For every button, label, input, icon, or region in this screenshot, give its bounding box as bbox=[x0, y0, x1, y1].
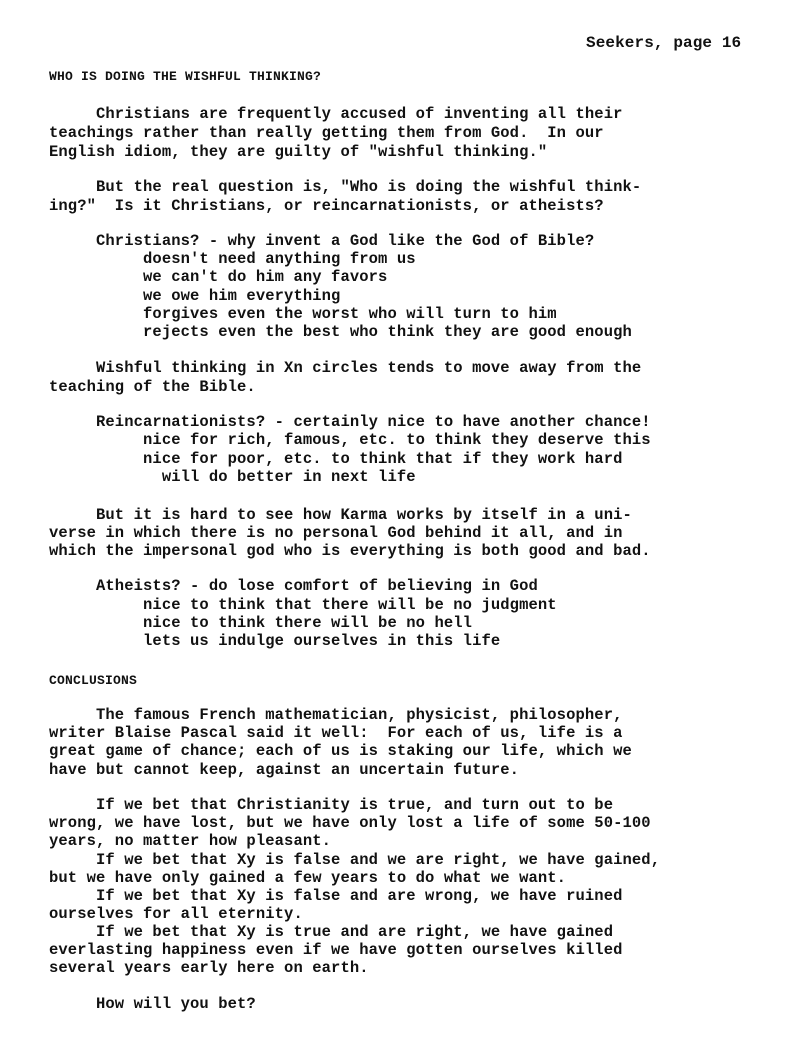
text-line: which the impersonal god who is everything is both good and bad. bbox=[49, 542, 651, 560]
list-item: will do better in next life bbox=[49, 468, 416, 486]
text-line: have but cannot keep, against an uncertain future. bbox=[49, 761, 520, 779]
text-line: Christians are frequently accused of inventing all their bbox=[49, 105, 623, 123]
text-line: writer Blaise Pascal said it well: For each of us, life is a bbox=[49, 724, 623, 742]
list-item: forgives even the worst who will turn to him bbox=[49, 305, 557, 323]
text-line: ourselves for all eternity. bbox=[49, 905, 303, 923]
running-header: Seekers, page 16 bbox=[586, 34, 742, 52]
text-line: But it is hard to see how Karma works by itself in a uni- bbox=[49, 506, 632, 524]
list-item: nice for poor, etc. to think that if they work hard bbox=[49, 450, 623, 468]
text-line: If we bet that Xy is false and are wrong, we have ruined bbox=[49, 887, 623, 905]
list-item: lets us indulge ourselves in this life bbox=[49, 632, 501, 650]
text-line: everlasting happiness even if we have gotten ourselves killed bbox=[49, 941, 623, 959]
list-item: we can't do him any favors bbox=[49, 268, 388, 286]
list-item: rejects even the best who think they are good enough bbox=[49, 323, 632, 341]
text-line: great game of chance; each of us is staking our life, which we bbox=[49, 742, 632, 760]
text-line: Reincarnationists? - certainly nice to have another chance! bbox=[49, 413, 651, 431]
list-item: nice for rich, famous, etc. to think they deserve this bbox=[49, 431, 651, 449]
list-item: nice to think there will be no hell bbox=[49, 614, 473, 632]
text-line: English idiom, they are guilty of "wishful thinking." bbox=[49, 143, 548, 161]
text-line: years, no matter how pleasant. bbox=[49, 832, 332, 850]
text-line: verse in which there is no personal God behind it all, and in bbox=[49, 524, 623, 542]
section-heading-conclusions: CONCLUSIONS bbox=[49, 673, 138, 688]
text-line: If we bet that Christianity is true, and turn out to be bbox=[49, 796, 614, 814]
text-line: several years early here on earth. bbox=[49, 959, 369, 977]
list-item: nice to think that there will be no judgment bbox=[49, 596, 557, 614]
text-line: The famous French mathematician, physicist, philosopher, bbox=[49, 706, 623, 724]
text-line: If we bet that Xy is true and are right, we have gained bbox=[49, 923, 614, 941]
text-line: ing?" Is it Christians, or reincarnationists, or atheists? bbox=[49, 197, 604, 215]
text-line: Wishful thinking in Xn circles tends to move away from the bbox=[49, 359, 642, 377]
text-line: teachings rather than really getting them from God. In our bbox=[49, 124, 604, 142]
text-line: Christians? - why invent a God like the God of Bible? bbox=[49, 232, 595, 250]
text-line: teaching of the Bible. bbox=[49, 378, 256, 396]
list-item: doesn't need anything from us bbox=[49, 250, 416, 268]
text-line: but we have only gained a few years to do what we want. bbox=[49, 869, 567, 887]
text-line: But the real question is, "Who is doing the wishful think- bbox=[49, 178, 642, 196]
text-line: If we bet that Xy is false and we are right, we have gained, bbox=[49, 851, 661, 869]
text-line: wrong, we have lost, but we have only lost a life of some 50-100 bbox=[49, 814, 651, 832]
list-item: we owe him everything bbox=[49, 287, 341, 305]
text-line: Atheists? - do lose comfort of believing in God bbox=[49, 577, 538, 595]
section-heading-wishful-thinking: WHO IS DOING THE WISHFUL THINKING? bbox=[49, 69, 322, 84]
closing-question: How will you bet? bbox=[49, 995, 256, 1013]
